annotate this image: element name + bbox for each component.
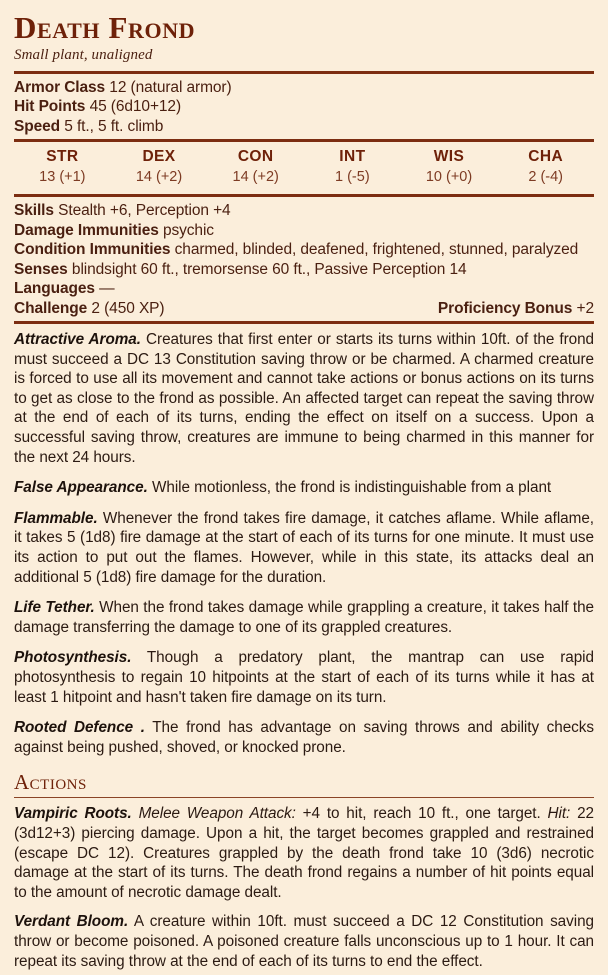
- traits-list: [14, 324, 594, 757]
- trait-flammable: [14, 509, 594, 587]
- trait-text: Whenever the frond takes fire damage, it catches aflame. While aflame, it takes 5 (1d8) fire damage at the start of each of its turns for one minute. It must use its action to put out the flames. However, while in this state, its attacks deal an additional 5 (1d8) fire damage for the duration.: [14, 509, 594, 586]
- ability-str-label: STR: [46, 148, 79, 166]
- skills-line: [14, 201, 594, 221]
- challenge-group: [14, 299, 165, 319]
- hit-points-value: 45 (6d10+12): [89, 98, 182, 116]
- action-name: Verdant Bloom.: [14, 913, 129, 931]
- speed-label: Speed: [14, 117, 61, 135]
- armor-class-line: [14, 78, 594, 98]
- condition-immunities-value: charmed, blinded, deafened, frightened, stunned, paralyzed: [174, 241, 579, 259]
- senses-line: [14, 260, 594, 280]
- damage-immunities-value: psychic: [162, 221, 214, 239]
- senses-value: blindsight 60 ft., tremorsense 60 ft., Passive Perception 14: [71, 260, 467, 278]
- ability-str: [14, 147, 111, 188]
- action-attack-text: +4 to hit, reach 10 ft., one target.: [295, 805, 548, 823]
- damage-immunities-label: Damage Immunities: [14, 221, 159, 239]
- ability-wis-label: WIS: [433, 148, 465, 166]
- action-vampiric-roots: [14, 804, 594, 902]
- languages-label: Languages: [14, 280, 95, 298]
- languages-value: —: [99, 280, 115, 298]
- trait-text: Creatures that first enter or starts its turns within 10ft. of the frond must succeed a DC 13 Constitution saving throw or be charmed. A charmed creature is forced to use all its movement and cannot take actions or bonus actions on its turns to get as close to the frond as possible. An affected target can repeat the saving throw at the end of each of its turns, ending the effect on itself on a success. Upon a successful saving throw, creatures are immune to being charmed in this manner for the next 24 hours.: [14, 331, 594, 466]
- trait-text: When the frond takes damage while grappling a creature, it takes half the damage transferring the damage to one of its grappled creatures.: [14, 599, 594, 636]
- speed-line: [14, 117, 594, 137]
- trait-text: The frond has advantage on saving throws and ability checks against being pushed, shoved, or knocked prone.: [14, 719, 594, 756]
- core-stats-group: [14, 74, 594, 140]
- ability-cha-label: CHA: [528, 148, 564, 166]
- ability-int: [304, 147, 401, 188]
- proficiency-bonus-value: +2: [576, 299, 594, 317]
- trait-false-appearance: [14, 478, 594, 498]
- proficiency-bonus-label: Proficiency Bonus: [437, 299, 573, 317]
- action-text: 22 (3d12+3) piercing damage. Upon a hit, the target becomes grappled and restrained (escape DC 12). Creatures grappled by the death frond take 10 (3d6) necrotic damage at the start of its turns. The death frond regains a number of hit points equal to the amount of necrotic damage dealt.: [14, 805, 594, 901]
- ability-int-label: INT: [339, 148, 366, 166]
- action-name: Vampiric Roots.: [14, 805, 132, 823]
- trait-name: Flammable.: [14, 509, 98, 527]
- armor-class-value: 12 (natural armor): [109, 78, 232, 96]
- page-title: Death Frond: [14, 10, 196, 45]
- proficiency-bonus-group: [438, 299, 594, 319]
- action-verdant-bloom: [14, 912, 594, 971]
- ability-wis-value: 10 (+0): [425, 169, 473, 186]
- challenge-label: Challenge: [14, 299, 88, 317]
- damage-immunities-line: [14, 221, 594, 241]
- trait-name: Rooted Defence .: [14, 719, 145, 737]
- trait-name: Photosynthesis.: [14, 649, 132, 667]
- speed-value: 5 ft., 5 ft. climb: [64, 117, 164, 135]
- ability-dex-value: 14 (+2): [135, 169, 183, 186]
- skills-label: Skills: [14, 202, 54, 220]
- action-attack-type: Melee Weapon Attack:: [138, 805, 296, 823]
- hit-points-label: Hit Points: [14, 98, 86, 116]
- ability-cha-value: 2 (-4): [528, 169, 564, 186]
- ability-dex-label: DEX: [142, 148, 176, 166]
- actions-list: [14, 798, 594, 971]
- condition-immunities-line: [14, 240, 594, 260]
- trait-name: Life Tether.: [14, 599, 95, 617]
- creature-type-line: Small plant, unaligned: [14, 46, 153, 63]
- trait-name: Attractive Aroma.: [14, 331, 141, 349]
- ability-int-value: 1 (-5): [335, 169, 370, 186]
- ability-con-label: CON: [237, 148, 274, 166]
- trait-photosynthesis: [14, 648, 594, 707]
- action-text: A creature within 10ft. must succeed a DC 12 Constitution saving throw or become poisoned. A poisoned creature falls unconscious up to 1 hour. It can repeat its saving throw at the end of each of its turns to end the effect.: [14, 913, 594, 970]
- ability-cha: [497, 147, 594, 188]
- trait-rooted-defence: [14, 718, 594, 757]
- armor-class-label: Armor Class: [14, 78, 106, 96]
- trait-name: False Appearance.: [14, 479, 148, 497]
- hit-points-line: [14, 97, 594, 117]
- action-hit-label: Hit:: [547, 805, 571, 823]
- ability-score-table: [14, 142, 594, 194]
- actions-heading: Actions: [14, 770, 87, 795]
- trait-attractive-aroma: [14, 330, 594, 467]
- trait-life-tether: [14, 598, 594, 637]
- condition-immunities-label: Condition Immunities: [14, 241, 171, 259]
- challenge-line: [14, 299, 594, 319]
- challenge-value: 2 (450 XP): [91, 299, 165, 317]
- ability-wis: [401, 147, 498, 188]
- trait-text: Though a predatory plant, the mantrap can use rapid photosynthesis to regain 10 hitpoints at the start of each of its turns while it has at least 1 hitpoint and hasn't taken fire damage on its turn.: [14, 649, 594, 706]
- senses-label: Senses: [14, 260, 68, 278]
- ability-dex: [111, 147, 208, 188]
- ability-str-value: 13 (+1): [39, 169, 86, 186]
- ability-con: [207, 147, 304, 188]
- skills-value: Stealth +6, Perception +4: [58, 202, 231, 220]
- trait-text: While motionless, the frond is indistinguishable from a plant: [151, 479, 552, 497]
- languages-line: [14, 279, 594, 299]
- ability-con-value: 14 (+2): [232, 169, 279, 186]
- secondary-stats-group: [14, 197, 594, 321]
